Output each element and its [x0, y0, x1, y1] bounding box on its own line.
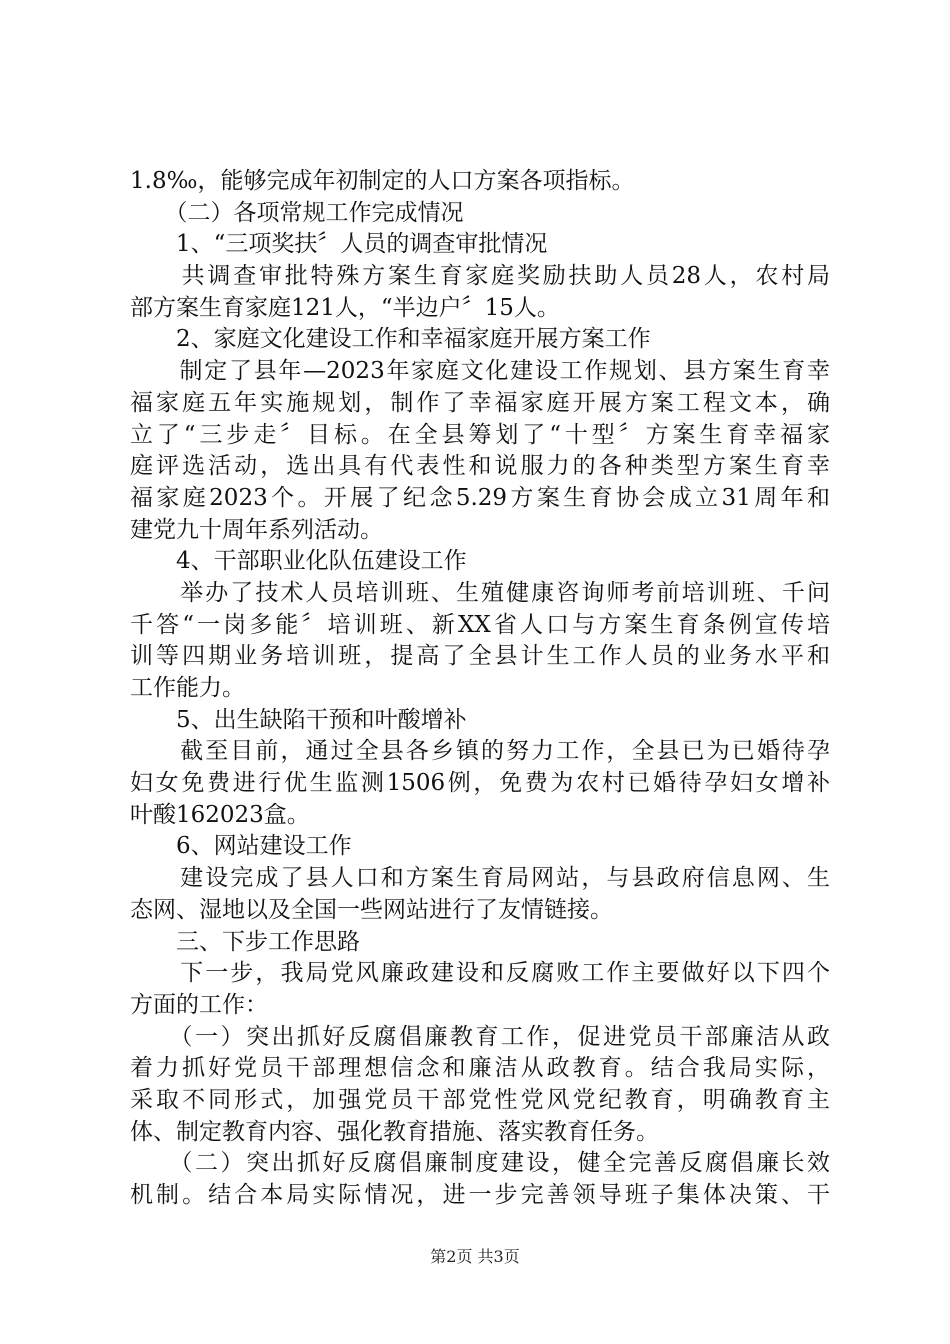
text-line: 福家庭五年实施规划，制作了幸福家庭开展方案工程文本，确: [130, 389, 830, 416]
text-line: 着力抓好党员干部理想信念和廉洁从政教育。结合我局实际，: [130, 1055, 830, 1082]
text-line: 工作能力。: [130, 675, 245, 701]
page-footer: 第2页 共3页: [430, 1247, 520, 1266]
text-line: 三、下步工作思路: [130, 928, 360, 955]
text-line: 采取不同形式，加强党员干部党性党风党纪教育，明确教育主: [130, 1086, 830, 1113]
text-line: 制定了县年—2023年家庭文化建设工作规划、县方案生育幸: [130, 358, 830, 385]
text-line: 4、干部职业化队伍建设工作: [130, 548, 467, 575]
text-line: 叶酸162023盒。: [130, 801, 310, 828]
text-line: 机制。结合本局实际情况，进一步完善领导班子集体决策、干: [130, 1182, 830, 1208]
text-line: 举办了技术人员培训班、生殖健康咨询师考前培训班、千问: [130, 579, 830, 606]
text-line: 2、家庭文化建设工作和幸福家庭开展方案工作: [130, 326, 651, 353]
text-line: 6、网站建设工作: [130, 833, 352, 860]
document-body: [130, 166, 830, 1212]
text-line: 妇女免费进行优生监测1506例，免费为农村已婚待孕妇女增补: [130, 770, 830, 797]
text-line: 福家庭2023个。开展了纪念5.29方案生育协会成立31周年和: [130, 484, 830, 511]
text-line: 立了“三步走〞目标。在全县筹划了“十型〞方案生育幸福家: [130, 421, 830, 448]
text-line: （一）突出抓好反腐倡廉教育工作，促进党员干部廉洁从政: [130, 1023, 830, 1050]
text-line: 下一步，我局党风廉政建设和反腐败工作主要做好以下四个: [130, 960, 830, 987]
text-line: 1、“三项奖扶〞人员的调查审批情况: [130, 231, 548, 258]
text-line: 千答“一岗多能〞培训班、新XX省人口与方案生育条例宣传培: [130, 611, 830, 638]
text-line: 截至目前，通过全县各乡镇的努力工作，全县已为已婚待孕: [130, 738, 830, 765]
text-line: （二）各项常规工作完成情况: [130, 199, 464, 226]
text-line: 态网、湿地以及全国一些网站进行了友情链接。: [130, 896, 613, 923]
text-line: 1.8‰，能够完成年初制定的人口方案各项指标。: [130, 168, 635, 194]
text-line: 训等四期业务培训班，提高了全县计生工作人员的业务水平和: [130, 643, 830, 670]
text-line: 庭评选活动，选出具有代表性和说服力的各种类型方案生育幸: [130, 453, 830, 480]
text-line: 5、出生缺陷干预和叶酸增补: [130, 706, 467, 733]
text-line: 共调查审批特殊方案生育家庭奖励扶助人员28人，农村局: [130, 263, 830, 290]
text-line: 方面的工作：: [130, 991, 268, 1018]
text-line: 体、制定教育内容、强化教育措施、落实教育任务。: [130, 1118, 659, 1145]
text-line: 部方案生育家庭121人，“半边户〞15人。: [130, 294, 560, 321]
text-line: 建党九十周年系列活动。: [130, 516, 383, 543]
text-line: （二）突出抓好反腐倡廉制度建设，健全完善反腐倡廉长效: [130, 1150, 830, 1177]
text-line: 建设完成了县人口和方案生育局网站，与县政府信息网、生: [130, 865, 830, 892]
